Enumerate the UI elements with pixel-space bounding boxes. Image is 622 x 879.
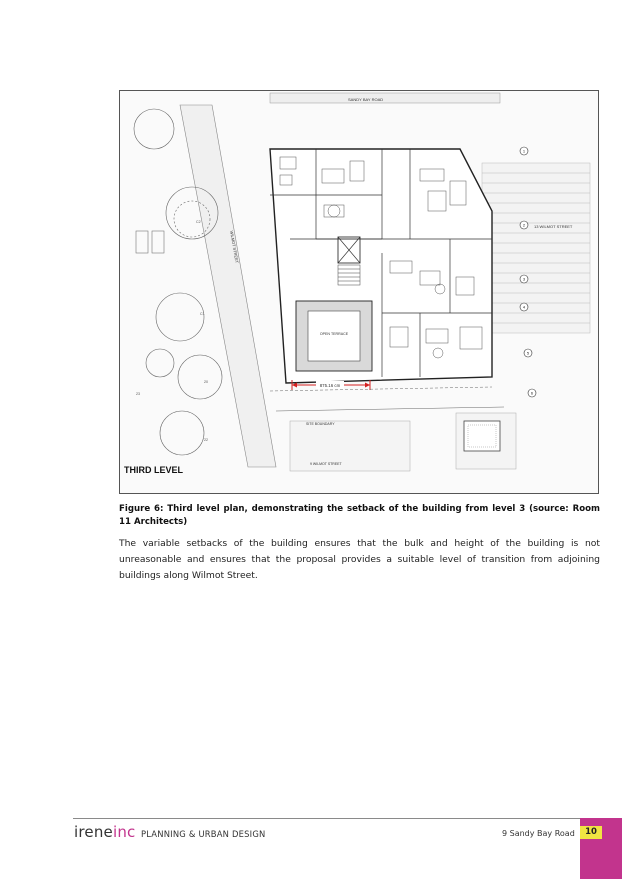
open-terrace (296, 301, 372, 371)
grid-marker-4: 4 (522, 304, 526, 310)
brand-tagline: PLANNING & URBAN DESIGN (141, 829, 266, 839)
street-label-side: WILMOT STREET (229, 230, 240, 264)
street-label-top: SANDY BAY ROAD (348, 97, 384, 102)
brand-part-2: inc (112, 823, 136, 841)
terrace-label: OPEN TERRACE (319, 332, 349, 336)
page-number: 10 (580, 826, 602, 839)
floor-plan-figure (119, 90, 599, 494)
grid-marker-2: 2 (522, 222, 526, 228)
floor-plan-drawing (120, 91, 598, 493)
grid-marker-1: 1 (522, 148, 526, 154)
dimension-label: 875.16 cm (319, 383, 341, 388)
footer-divider (73, 818, 580, 819)
tree-label-c2: C2 (196, 220, 201, 224)
grid-marker-3: 3 (522, 276, 526, 282)
footer-address: 9 Sandy Bay Road (502, 829, 575, 838)
figure-caption: Figure 6: Third level plan, demonstrating the setback of the building from level 3 (source: Room 11 Architects) (119, 504, 600, 527)
grid-marker-6: 6 (530, 390, 534, 396)
body-paragraph: The variable setbacks of the building ensures that the bulk and height of the building is not unreasonable and ensures that the proposal provides a suitable level of transition from adjoining buildings along Wilmot Street. (119, 538, 600, 581)
tree-label-22: 22 (204, 438, 208, 442)
tree-label-c1: C1 (200, 312, 205, 316)
tree-label-23: 23 (136, 392, 140, 396)
neighbor-label: 13 WILMOT STREET (534, 224, 573, 229)
lower-street-label: 9 WILMOT STREET (310, 462, 342, 466)
brand-logo (74, 823, 136, 841)
brand-part-1: irene (74, 823, 113, 841)
site-boundary-label: SITE BOUNDARY (306, 422, 335, 426)
tree-label-20: 20 (204, 380, 208, 384)
plan-title: THIRD LEVEL (124, 465, 184, 475)
grid-marker-5: 5 (526, 350, 530, 356)
neighbor-building (482, 163, 590, 333)
